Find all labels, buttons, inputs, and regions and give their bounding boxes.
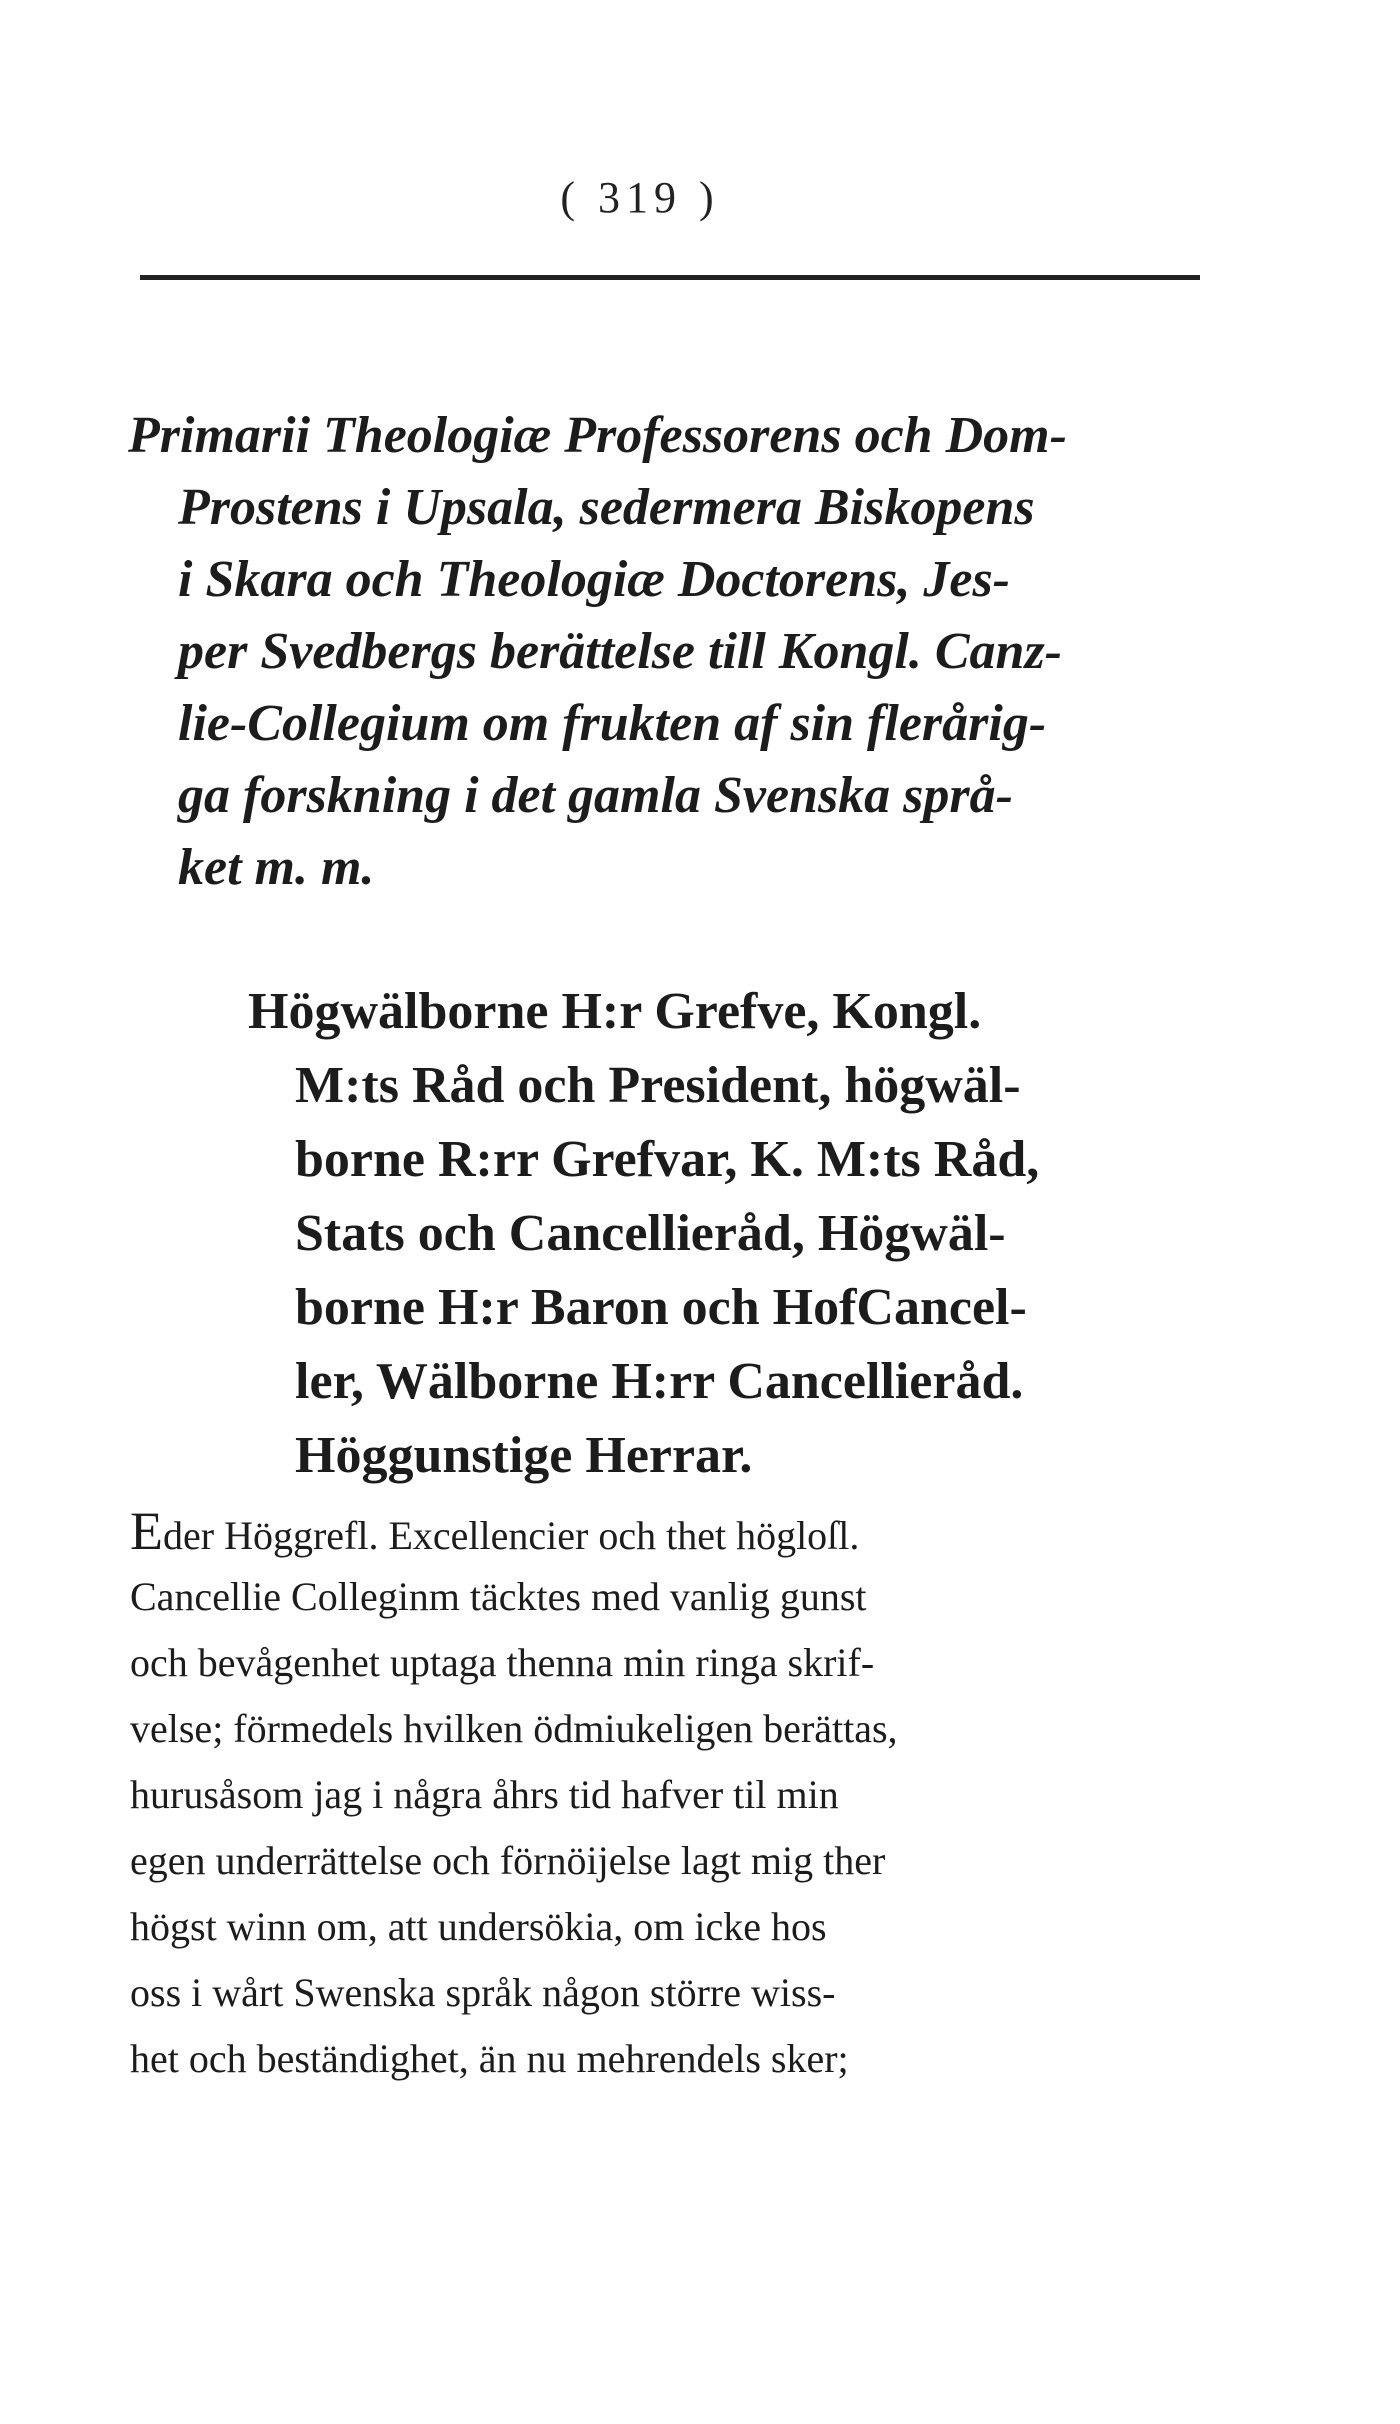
heading-line: per Svedbergs berättelse till Kongl. Canz-	[178, 623, 1062, 680]
body-line: Cancellie Colleginm täcktes med vanlig gunst	[130, 1574, 867, 1619]
body-first-line-text: der Höggrefl. Excellencier och thet högloſl.	[163, 1513, 860, 1558]
salutation-line: Stats och Cancellieråd, Högwäl-	[295, 1205, 1006, 1262]
body-line: högst winn om, att undersökia, om icke hos	[130, 1904, 827, 1949]
heading-line: Prostens i Upsala, sedermera Biskopens	[178, 479, 1035, 536]
body-first-line	[130, 1498, 859, 1569]
body-line: hurusåsom jag i några åhrs tid hafver til min	[130, 1772, 839, 1817]
header-rule	[140, 275, 1200, 280]
heading-line: Primarii Theologiæ Professorens och Dom-	[128, 407, 1067, 464]
heading-line: lie-Collegium om frukten af sin flerårig-	[178, 695, 1047, 752]
body-line: oss i wårt Swenska språk någon större wiss-	[130, 1970, 836, 2015]
heading-line: i Skara och Theologiæ Doctorens, Jes-	[178, 551, 1010, 608]
salutation-line: borne R:rr Grefvar, K. M:ts Råd,	[295, 1131, 1040, 1188]
page-number: ( 319 )	[560, 173, 720, 222]
salutation-line: Högwälborne H:r Grefve, Kongl.	[248, 983, 982, 1040]
heading-line: ga forskning i det gamla Svenska språ-	[178, 767, 1013, 824]
salutation-line: Höggunstige Herrar.	[295, 1427, 753, 1484]
salutation-line: ler, Wälborne H:rr Cancellieråd.	[295, 1353, 1024, 1410]
body-line: het och beständighet, än nu mehrendels sker;	[130, 2036, 849, 2081]
body-line: egen underrättelse och förnöijelse lagt mig ther	[130, 1838, 886, 1883]
body-line: velse; förmedels hvilken ödmiukeligen berättas,	[130, 1706, 898, 1751]
drop-capital: E	[130, 1501, 163, 1561]
body-line: och bevågenhet uptaga thenna min ringa skrif-	[130, 1640, 875, 1685]
heading-line: ket m. m.	[178, 839, 375, 896]
salutation-line: borne H:r Baron och HofCancel-	[295, 1279, 1027, 1336]
salutation-line: M:ts Råd och President, högwäl-	[295, 1057, 1021, 1114]
